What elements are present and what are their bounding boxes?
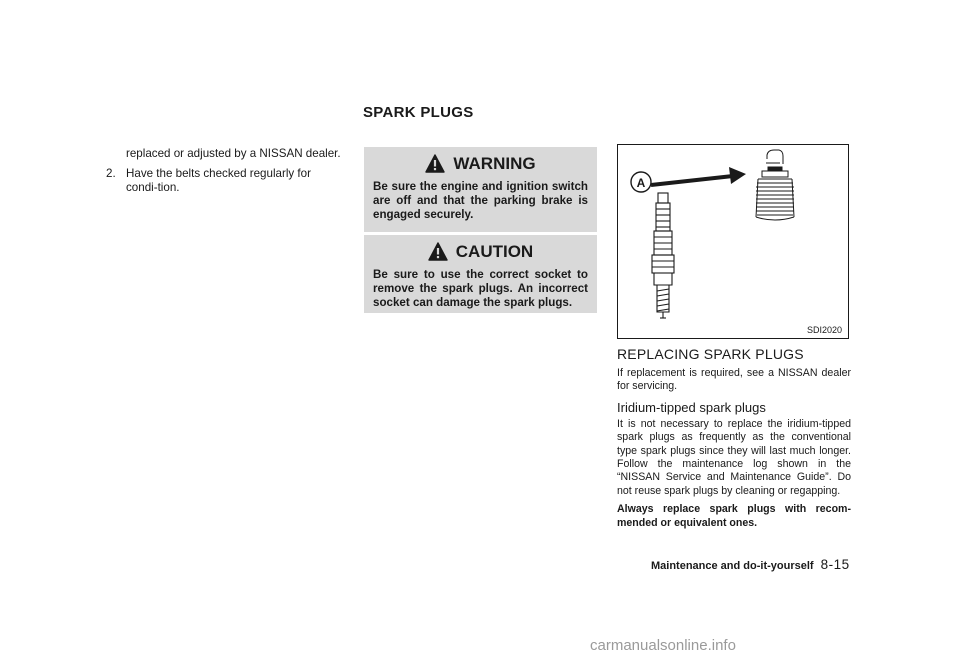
replacing-heading: REPLACING SPARK PLUGS [617,346,804,362]
caution-text: Be sure to use the correct socket to remove the spark plugs. An incorrect socket can damage the spark plugs. [373,268,588,309]
arrow-icon [651,167,746,185]
left-column [106,147,344,195]
warning-header [373,147,588,180]
warning-triangle-icon [425,154,445,173]
section-title: SPARK PLUGS [363,104,474,121]
right-column [617,346,851,535]
iridium-heading: Iridium-tipped spark plugs [617,399,766,415]
replacing-text: If replacement is required, see a NISSAN dealer for servicing. [617,367,851,393]
list-item-text: Have the belts checked regularly for condi-tion. [126,167,311,194]
list-item [106,167,344,195]
page-number: 8-15 [820,557,850,572]
caution-box [364,235,597,313]
watermark: carmanualsonline.info [590,637,736,654]
footer-section: Maintenance and do-it-yourself [651,560,814,572]
caution-triangle-icon [428,242,448,261]
figure-code: SDI2020 [806,325,842,335]
callout-label: A [636,176,646,190]
page-footer [651,557,850,572]
spark-plug-tip-detail-icon [756,150,794,220]
list-item-number: 2. [106,167,116,180]
iridium-bold-text: Always replace spark plugs with recom-mended or equivalent ones. [617,503,851,529]
spark-plug-figure [617,144,849,339]
caution-header [373,235,588,268]
continued-text: replaced or adjusted by a NISSAN dealer. [126,147,341,160]
spark-plug-icon [652,193,674,318]
callout-a-icon [631,172,651,192]
caution-label: CAUTION [455,241,534,261]
warning-label: WARNING [453,153,536,173]
warning-box [364,147,597,232]
iridium-text: It is not necessary to replace the iridium-tipped spark plugs as frequently as the conventional type spark plugs since they will last much longer. Follow the maintenance log shown in the “NISSAN Service and Maintenance Guide”. Do not reuse spark plugs by cleaning or regapping. [617,417,851,497]
warning-text: Be sure the engine and ignition switch are off and that the parking brake is engaged securely. [373,180,588,221]
spark-plug-illustration [618,145,848,338]
